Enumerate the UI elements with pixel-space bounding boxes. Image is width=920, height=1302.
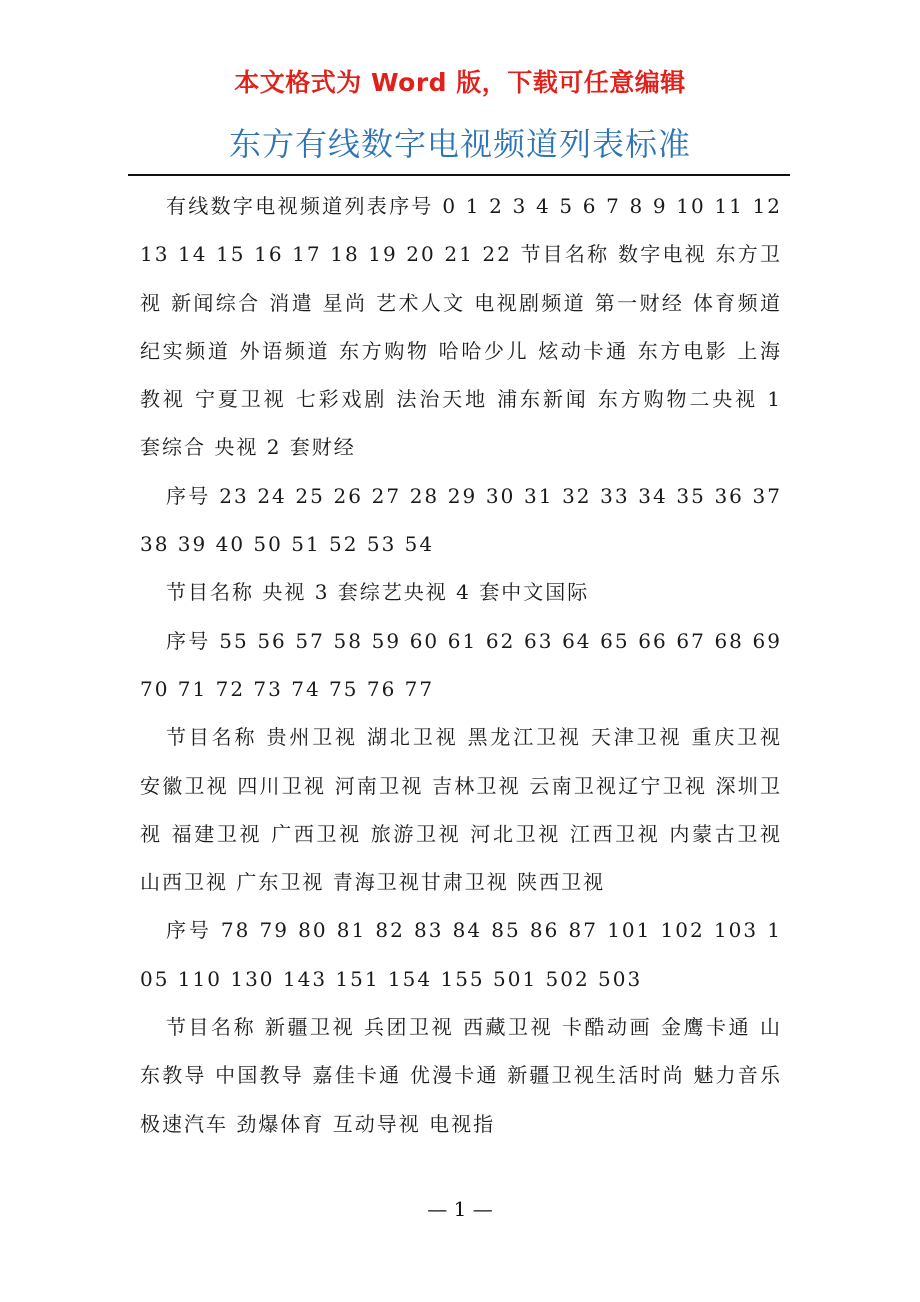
paragraph: 节目名称 央视 3 套综艺央视 4 套中文国际 [166, 580, 590, 605]
paragraph: 序号 78 79 80 81 82 83 84 85 86 87 101 102 103 105 110 130 143 151 154 155 501 502 503 [140, 918, 782, 991]
document-body [140, 182, 782, 1148]
paragraph: 序号 23 24 25 26 27 28 29 30 31 32 33 34 35 36 37 38 39 40 50 51 52 53 54 [140, 483, 782, 557]
page-number: — 1 — [427, 1197, 493, 1221]
paragraph: 节目名称 贵州卫视 湖北卫视 黑龙江卫视 天津卫视 重庆卫视 安徽卫视 四川卫视 河南卫视 吉林卫视 云南卫视辽宁卫视 深圳卫视 福建卫视 广西卫视 旅游卫视 河北卫视 江西卫视 内蒙古卫视 山西卫视 广东卫视 青海卫视甘肃卫视 陕西卫视 [140, 725, 782, 895]
paragraph: 序号 55 56 57 58 59 60 61 62 63 64 65 66 67 68 69 70 71 72 73 74 75 76 77 [140, 628, 782, 701]
paragraph: 节目名称 新疆卫视 兵团卫视 西藏卫视 卡酷动画 金鹰卡通 山东教导 中国教导 嘉佳卡通 优漫卡通 新疆卫视生活时尚 魅力音乐 极速汽车 劲爆体育 互动导视 电视指 [140, 1015, 782, 1136]
format-notice-banner: 本文格式为 Word 版，下载可任意编辑 [234, 68, 686, 97]
title-divider [128, 174, 790, 176]
document-title: 东方有线数字电视频道列表标准 [228, 125, 691, 163]
paragraph: 有线数字电视频道列表序号 0 1 2 3 4 5 6 7 8 9 10 11 12 13 14 15 16 17 18 19 20 21 22 节目名称 数字电视 东方卫视 新闻综合 消遣 星尚 艺术人文 电视剧频道 第一财经 体育频道 纪实频道 外语频道 东方购物 哈哈少儿 炫动卡通 东方电影 上海教视 宁夏卫视 七彩戏剧 法治天地 浦东新闻 东方购物二央视 1 套综合 央视 2 套财经 [140, 194, 782, 460]
